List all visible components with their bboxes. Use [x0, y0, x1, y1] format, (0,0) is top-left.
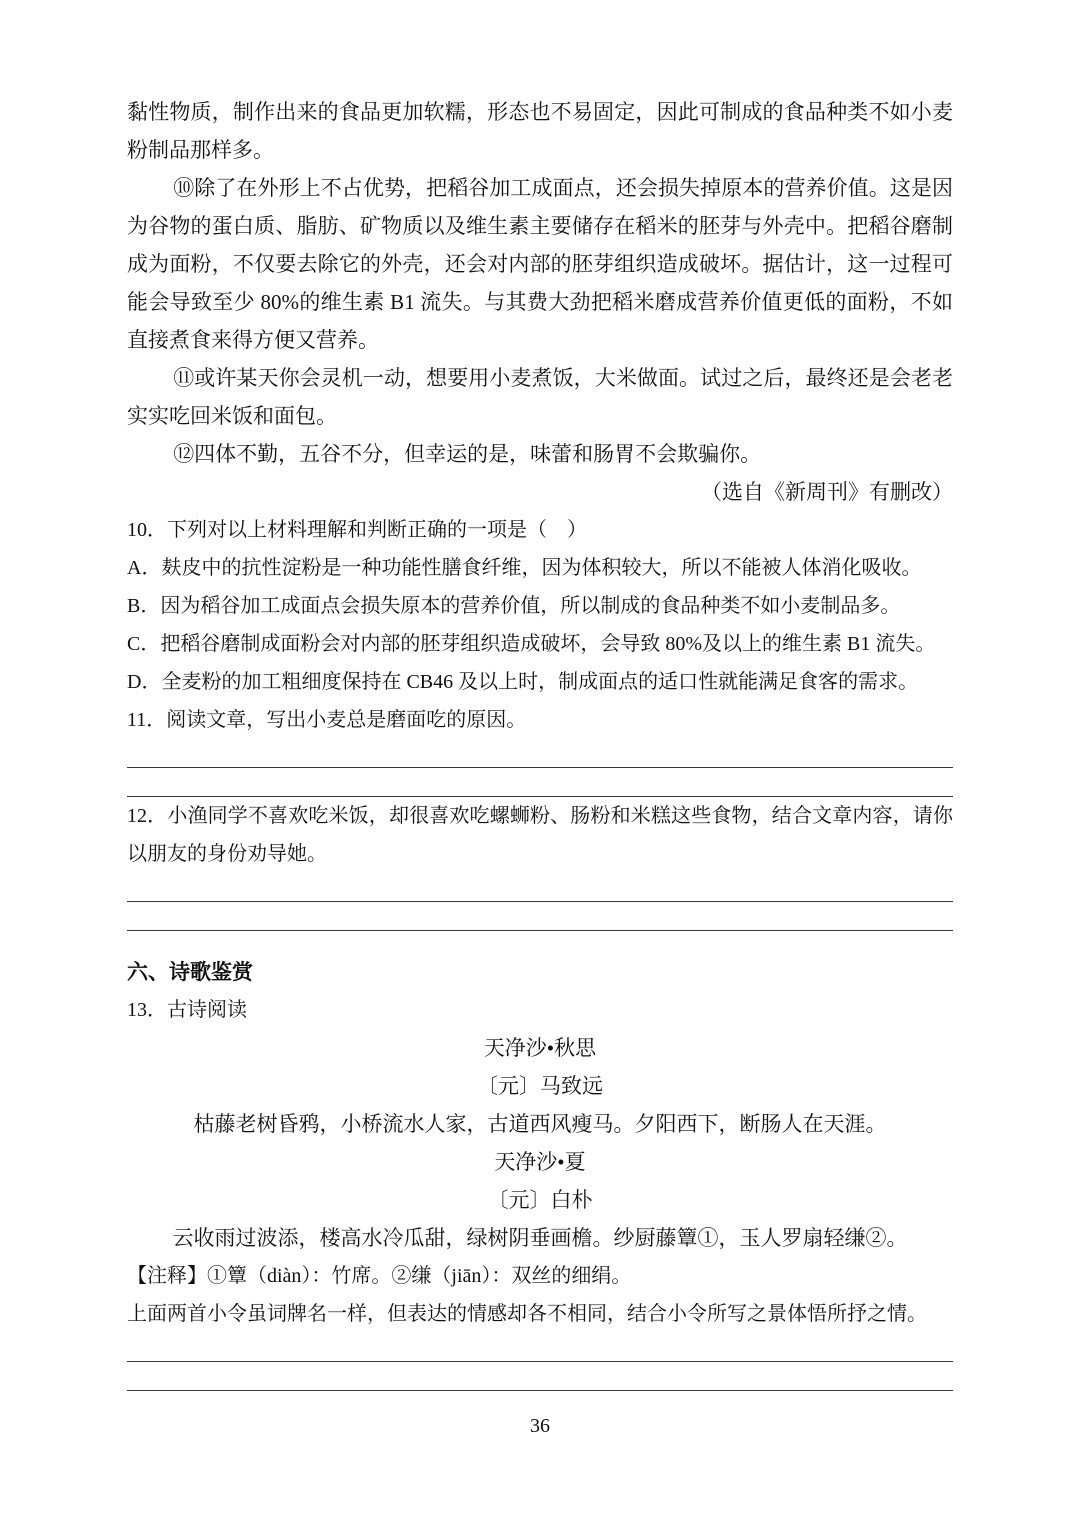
poem1-author: 〔元〕马致远 [477, 1074, 603, 1098]
poem2-text: 云收雨过波添，楼高水冷瓜甜，绿树阴垂画檐。纱厨藤簟①，玉人罗扇轻缣②。 [172, 1226, 908, 1250]
question-11-stem: 11．阅读文章，写出小麦总是磨面吃的原因。 [127, 709, 527, 731]
passage-paragraph-10: ⑩除了在外形上不占优势，把稻谷加工成面点，还会损失掉原本的营养价值。这是因为谷物的蛋白质、脂肪、矿物质以及维生素主要储存在稻米的胚芽与外壳中。把稻谷磨制成为面粉，不仅要去除它的外壳，还会对内部的胚芽组织造成破坏。据估计，这一过程可能会导致至少 80%的维生素 B1 流失。与其费大劲把稻米磨成营养价值更低的面粉，不如直接煮食来得方便又营养。 [127, 176, 953, 352]
question-12-stem: 12．小渔同学不喜欢吃米饭，却很喜欢吃螺蛳粉、肠粉和米糕这些食物，结合文章内容，请你以朋友的身份劝导她。 [127, 805, 953, 865]
answer-lines-q11 [127, 739, 953, 797]
question-10-option-c: C．把稻谷磨制成面粉会对内部的胚芽组织造成破坏，会导致 80%及以上的维生素 B1 流失。 [127, 633, 936, 655]
answer-line [127, 902, 953, 931]
answer-line [127, 1333, 953, 1362]
poem2-title: 天净沙•夏 [494, 1150, 586, 1174]
question-10-option-d: D．全麦粉的加工粗细度保持在 CB46 及以上时，制成面点的适口性就能满足食客的需求。 [127, 671, 919, 693]
poetry-section [127, 953, 953, 1391]
answer-lines-q12 [127, 873, 953, 931]
question-10-stem: 10．下列对以上材料理解和判断正确的一项是（ ） [127, 519, 587, 541]
poem1-text: 枯藤老树昏鸦，小桥流水人家，古道西风瘦马。夕阳西下，断肠人在天涯。 [193, 1112, 887, 1136]
passage-paragraph-12: ⑫四体不勤，五谷不分，但幸运的是，味蕾和肠胃不会欺骗你。 [173, 442, 762, 466]
questions-block [127, 511, 953, 931]
poem-notes: 【注释】①簟（diàn）：竹席。②缣（jiān）：双丝的细绢。 [127, 1265, 632, 1287]
poem2-author: 〔元〕白朴 [487, 1188, 593, 1212]
question-10-option-a: A．麸皮中的抗性淀粉是一种功能性膳食纤维，因为体积较大，所以不能被人体消化吸收。 [127, 557, 922, 579]
answer-line [127, 873, 953, 902]
section-title-poetry: 六、诗歌鉴赏 [127, 960, 253, 984]
passage-paragraph-11: ⑪或许某天你会灵机一动，想要用小麦煮饭，大米做面。试过之后，最终还是会老老实实吃回米饭和面包。 [127, 366, 953, 428]
reading-passage [127, 93, 953, 511]
question-13-task: 上面两首小令虽词牌名一样，但表达的情感却各不相同，结合小令所写之景体悟所抒之情。 [127, 1303, 927, 1325]
poem1-title: 天净沙•秋思 [483, 1036, 597, 1060]
answer-line [127, 1362, 953, 1391]
answer-lines-q13 [127, 1333, 953, 1391]
page-number: 36 [530, 1415, 550, 1437]
question-10-option-b: B．因为稻谷加工成面点会损失原本的营养价值，所以制成的食品种类不如小麦制品多。 [127, 595, 901, 617]
passage-paragraph-intro: 黏性物质，制作出来的食品更加软糯，形态也不易固定，因此可制成的食品种类不如小麦粉制品那样多。 [127, 100, 953, 162]
answer-line [127, 768, 953, 797]
question-13-stem: 13．古诗阅读 [127, 999, 247, 1021]
answer-line [127, 739, 953, 768]
source-attribution: （选自《新周刊》有删改） [701, 480, 953, 504]
